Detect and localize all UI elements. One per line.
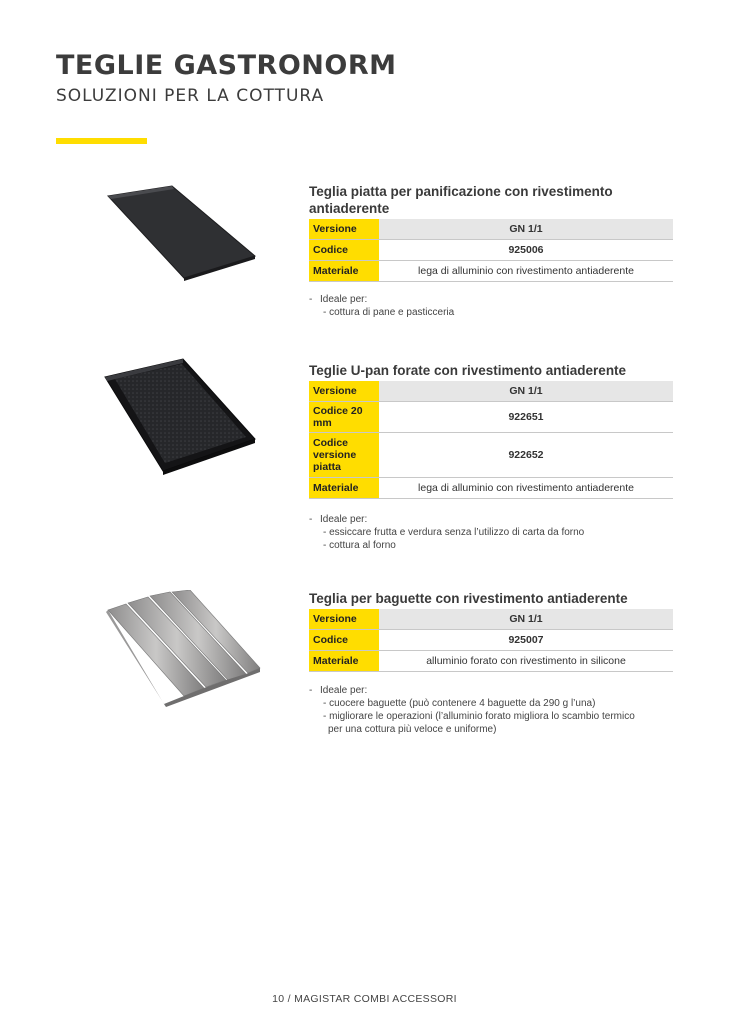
spec-label: Versione (309, 219, 379, 240)
spec-label: Materiale (309, 651, 379, 672)
spec-label: Materiale (309, 261, 379, 282)
product-name: Teglie U-pan forate con rivestimento antiaderente (309, 363, 627, 378)
table-row (309, 240, 673, 261)
product-name: Teglia per baguette con rivestimento antiaderente (309, 591, 628, 606)
baguette-tray-image (104, 590, 264, 710)
flat-tray-image (100, 184, 260, 284)
table-row (309, 478, 673, 499)
spec-table (309, 381, 673, 499)
page-footer: 10 / MAGISTAR COMBI ACCESSORI (272, 993, 457, 1005)
table-row (309, 219, 673, 240)
spec-value: lega di alluminio con rivestimento antiaderente (379, 478, 673, 499)
spec-table (309, 219, 673, 282)
spec-label: Versione (309, 609, 379, 630)
notes-lead: Ideale per: (320, 685, 368, 696)
table-row (309, 402, 673, 433)
notes-lead: Ideale per: (320, 514, 368, 525)
note-item: - cottura di pane e pasticceria (323, 307, 455, 318)
spec-value: GN 1/1 (379, 609, 673, 630)
spec-value: 922651 (379, 402, 673, 433)
page-subtitle: SOLUZIONI PER LA COTTURA (56, 86, 325, 106)
spec-value: 922652 (379, 433, 673, 478)
spec-label: Codice (309, 630, 379, 651)
spec-value: GN 1/1 (379, 219, 673, 240)
page-title: TEGLIE GASTRONORM (56, 50, 397, 81)
notes-lead: Ideale per: (320, 294, 368, 305)
spec-value: 925007 (379, 630, 673, 651)
product-name: Teglia piatta per panificazione con rivestimento antiaderente (309, 184, 613, 216)
table-row (309, 381, 673, 402)
product-notes: - Ideale per: - cottura di pane e pasticceria (309, 294, 455, 318)
note-item: - essiccare frutta e verdura senza l’utilizzo di carta da forno (323, 527, 585, 538)
table-row (309, 433, 673, 478)
spec-value: 925006 (379, 240, 673, 261)
note-item: per una cottura più veloce e uniforme) (328, 724, 497, 735)
spec-label: Codice versione piatta (309, 433, 379, 478)
u-pan-tray-image (103, 355, 258, 475)
table-row (309, 609, 673, 630)
spec-label: Materiale (309, 478, 379, 499)
spec-value: alluminio forato con rivestimento in silicone (379, 651, 673, 672)
table-row (309, 651, 673, 672)
spec-label: Codice (309, 240, 379, 261)
product-notes: - Ideale per: - essiccare frutta e verdura senza l’utilizzo di carta da forno - cottura al forno (309, 514, 585, 551)
product-notes: - Ideale per: - cuocere baguette (può contenere 4 baguette da 290 g l’una) - migliorare le operazioni (l’alluminio forato migliora lo scambio termico per una cottura più veloce e uniforme) (309, 685, 635, 735)
table-row (309, 630, 673, 651)
spec-value: GN 1/1 (379, 381, 673, 402)
spec-label: Versione (309, 381, 379, 402)
table-row (309, 261, 673, 282)
note-item: - cuocere baguette (può contenere 4 baguette da 290 g l’una) (323, 698, 596, 709)
note-item: - migliorare le operazioni (l’alluminio forato migliora lo scambio termico (323, 711, 635, 722)
note-item: - cottura al forno (323, 540, 396, 551)
spec-table (309, 609, 673, 672)
spec-value: lega di alluminio con rivestimento antiaderente (379, 261, 673, 282)
spec-label: Codice 20 mm (309, 402, 379, 433)
accent-bar (56, 138, 147, 144)
